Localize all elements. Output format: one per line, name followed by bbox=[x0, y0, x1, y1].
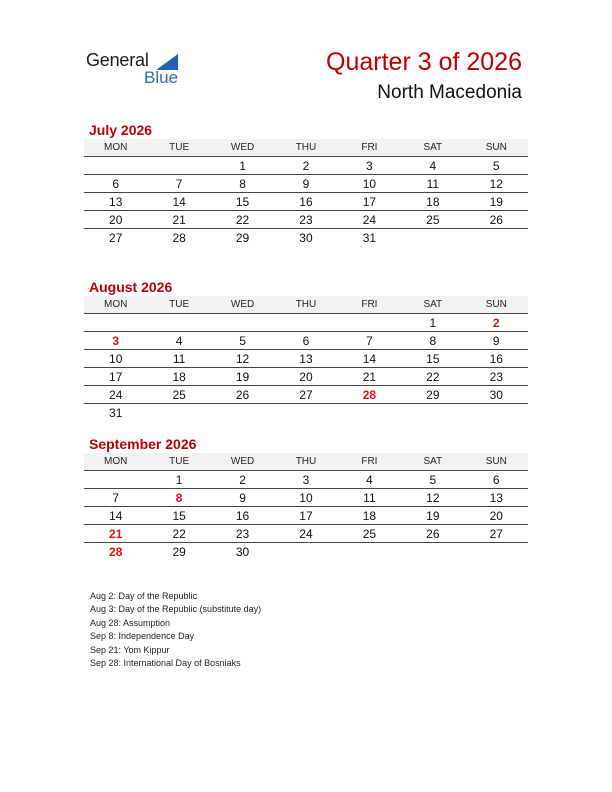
day-cell: 27 bbox=[465, 525, 528, 543]
weekday-header-row bbox=[84, 139, 528, 157]
empty-day-cell bbox=[147, 157, 210, 175]
week-row bbox=[84, 332, 528, 350]
day-cell: 21 bbox=[338, 368, 401, 386]
weekday-header: THU bbox=[274, 139, 337, 157]
day-cell: 6 bbox=[465, 471, 528, 489]
day-cell: 10 bbox=[84, 350, 147, 368]
day-cell: 22 bbox=[401, 368, 464, 386]
empty-day-cell bbox=[211, 314, 274, 332]
day-cell: 30 bbox=[465, 386, 528, 404]
day-cell: 4 bbox=[401, 157, 464, 175]
day-cell: 1 bbox=[211, 157, 274, 175]
day-cell: 3 bbox=[338, 157, 401, 175]
day-cell: 7 bbox=[338, 332, 401, 350]
day-cell: 5 bbox=[465, 157, 528, 175]
day-cell: 14 bbox=[147, 193, 210, 211]
day-cell: 19 bbox=[401, 507, 464, 525]
day-cell: 19 bbox=[465, 193, 528, 211]
day-cell: 12 bbox=[401, 489, 464, 507]
holiday-note: Aug 3: Day of the Republic (substitute day) bbox=[90, 604, 262, 615]
month-calendar bbox=[84, 279, 528, 421]
day-cell: 28 bbox=[338, 386, 401, 404]
day-cell: 29 bbox=[235, 230, 250, 245]
day-cell: 19 bbox=[211, 368, 274, 386]
day-cell: 14 bbox=[84, 507, 147, 525]
weekday-header: WED bbox=[211, 453, 274, 471]
week-row bbox=[84, 543, 528, 561]
weekday-header: SUN bbox=[465, 139, 528, 157]
day-cell: 18 bbox=[401, 193, 464, 211]
country-name: North Macedonia bbox=[377, 82, 522, 103]
month-table bbox=[84, 453, 528, 560]
day-cell: 26 bbox=[465, 211, 528, 229]
week-row bbox=[84, 507, 528, 525]
day-cell: 30 bbox=[235, 544, 250, 559]
day-cell: 25 bbox=[338, 525, 401, 543]
week-row bbox=[84, 157, 528, 175]
day-cell: 11 bbox=[147, 350, 210, 368]
month-table bbox=[84, 296, 528, 421]
day-cell: 25 bbox=[401, 211, 464, 229]
day-cell: 12 bbox=[465, 175, 528, 193]
day-cell: 7 bbox=[84, 489, 147, 507]
day-cell: 9 bbox=[211, 489, 274, 507]
weekday-header: SUN bbox=[465, 453, 528, 471]
weekday-header: TUE bbox=[147, 139, 210, 157]
empty-day-cell bbox=[147, 314, 210, 332]
weekday-header: TUE bbox=[147, 453, 210, 471]
holiday-note: Aug 2: Day of the Republic bbox=[90, 591, 198, 601]
day-cell: 16 bbox=[211, 507, 274, 525]
month-name: August 2026 bbox=[89, 279, 173, 295]
day-cell: 7 bbox=[147, 175, 210, 193]
week-row bbox=[84, 314, 528, 332]
empty-day-cell bbox=[84, 471, 147, 489]
day-cell: 26 bbox=[401, 525, 464, 543]
day-cell: 11 bbox=[338, 489, 401, 507]
day-cell: 5 bbox=[401, 471, 464, 489]
day-cell: 6 bbox=[274, 332, 337, 350]
logo-text-blue: Blue bbox=[144, 68, 179, 87]
weekday-header: SAT bbox=[401, 453, 464, 471]
day-cell: 24 bbox=[274, 525, 337, 543]
week-row bbox=[84, 368, 528, 386]
day-cell: 6 bbox=[84, 175, 147, 193]
weekday-header: FRI bbox=[338, 296, 401, 314]
empty-day-cell bbox=[401, 404, 464, 422]
day-cell: 11 bbox=[401, 175, 464, 193]
day-cell: 10 bbox=[274, 489, 337, 507]
empty-day-cell bbox=[465, 404, 528, 422]
day-cell: 14 bbox=[338, 350, 401, 368]
day-cell: 30 bbox=[299, 230, 313, 245]
day-cell: 5 bbox=[211, 332, 274, 350]
empty-day-cell bbox=[84, 157, 147, 175]
day-cell: 20 bbox=[274, 368, 337, 386]
day-cell: 25 bbox=[147, 386, 210, 404]
day-cell: 29 bbox=[401, 386, 464, 404]
day-cell: 28 bbox=[172, 230, 186, 245]
weekday-header: SAT bbox=[401, 139, 464, 157]
week-row bbox=[84, 211, 528, 229]
day-cell: 17 bbox=[84, 368, 147, 386]
weekday-header: WED bbox=[211, 296, 274, 314]
day-cell: 8 bbox=[401, 332, 464, 350]
week-row bbox=[84, 229, 528, 247]
day-cell: 22 bbox=[147, 525, 210, 543]
day-cell: 27 bbox=[274, 386, 337, 404]
day-cell: 13 bbox=[465, 489, 528, 507]
weekday-header-row bbox=[84, 296, 528, 314]
day-cell: 3 bbox=[84, 332, 147, 350]
day-cell: 2 bbox=[274, 157, 337, 175]
day-cell: 15 bbox=[401, 350, 464, 368]
empty-day-cell bbox=[274, 543, 337, 561]
empty-day-cell bbox=[465, 229, 528, 247]
holiday-notes bbox=[90, 590, 261, 670]
day-cell: 24 bbox=[338, 211, 401, 229]
day-cell: 2 bbox=[211, 471, 274, 489]
day-cell: 20 bbox=[465, 507, 528, 525]
day-cell: 17 bbox=[338, 193, 401, 211]
day-cell: 29 bbox=[172, 544, 186, 559]
month-name: July 2026 bbox=[89, 122, 153, 138]
holiday-note: Sep 21: Yom Kippur bbox=[90, 644, 170, 655]
logo bbox=[86, 50, 196, 90]
weekday-header: SUN bbox=[465, 296, 528, 314]
week-row bbox=[84, 525, 528, 543]
empty-day-cell bbox=[211, 404, 274, 422]
week-row bbox=[84, 404, 528, 422]
weekday-header: SAT bbox=[401, 296, 464, 314]
weekday-header: FRI bbox=[338, 453, 401, 471]
week-row bbox=[84, 489, 528, 507]
month-calendar bbox=[84, 122, 528, 246]
day-cell: 24 bbox=[84, 386, 147, 404]
week-row bbox=[84, 471, 528, 489]
holiday-note: Sep 8: Independence Day bbox=[90, 631, 195, 642]
page-title: Quarter 3 of 2026 bbox=[326, 48, 522, 76]
weekday-header: WED bbox=[211, 139, 274, 157]
day-cell: 27 bbox=[109, 230, 123, 245]
day-cell: 4 bbox=[338, 471, 401, 489]
empty-day-cell bbox=[147, 404, 210, 422]
day-cell: 18 bbox=[147, 368, 210, 386]
empty-day-cell bbox=[274, 314, 337, 332]
empty-day-cell bbox=[338, 314, 401, 332]
day-cell: 23 bbox=[211, 525, 274, 543]
day-cell: 15 bbox=[147, 507, 210, 525]
empty-day-cell bbox=[401, 543, 464, 561]
day-cell: 18 bbox=[338, 507, 401, 525]
day-cell: 9 bbox=[274, 175, 337, 193]
weekday-header: MON bbox=[84, 296, 147, 314]
day-cell: 20 bbox=[84, 211, 147, 229]
day-cell: 23 bbox=[274, 211, 337, 229]
day-cell: 8 bbox=[211, 175, 274, 193]
empty-day-cell bbox=[84, 314, 147, 332]
day-cell: 8 bbox=[147, 489, 210, 507]
day-cell: 4 bbox=[147, 332, 210, 350]
weekday-header: THU bbox=[274, 296, 337, 314]
day-cell: 2 bbox=[465, 314, 528, 332]
empty-day-cell bbox=[465, 543, 528, 561]
week-row bbox=[84, 175, 528, 193]
day-cell: 22 bbox=[211, 211, 274, 229]
day-cell: 12 bbox=[211, 350, 274, 368]
day-cell: 1 bbox=[147, 471, 210, 489]
day-cell: 21 bbox=[147, 211, 210, 229]
weekday-header: TUE bbox=[147, 296, 210, 314]
weekday-header: FRI bbox=[338, 139, 401, 157]
day-cell: 9 bbox=[465, 332, 528, 350]
logo-text-general: General bbox=[86, 50, 149, 70]
month-name: September 2026 bbox=[89, 436, 197, 452]
day-cell: 16 bbox=[465, 350, 528, 368]
day-cell: 21 bbox=[84, 525, 147, 543]
empty-day-cell bbox=[274, 404, 337, 422]
day-cell: 13 bbox=[274, 350, 337, 368]
day-cell: 3 bbox=[274, 471, 337, 489]
month-calendar bbox=[84, 436, 528, 560]
month-table bbox=[84, 139, 528, 246]
week-row bbox=[84, 193, 528, 211]
day-cell: 23 bbox=[465, 368, 528, 386]
weekday-header: MON bbox=[84, 139, 147, 157]
holiday-note: Aug 28: Assumption bbox=[90, 617, 171, 628]
weekday-header: MON bbox=[84, 453, 147, 471]
day-cell: 16 bbox=[274, 193, 337, 211]
day-cell: 28 bbox=[109, 544, 123, 559]
empty-day-cell bbox=[338, 404, 401, 422]
day-cell: 31 bbox=[109, 405, 123, 420]
holiday-note: Sep 28: International Day of Bosniaks bbox=[90, 658, 241, 669]
week-row bbox=[84, 350, 528, 368]
empty-day-cell bbox=[338, 543, 401, 561]
day-cell: 10 bbox=[338, 175, 401, 193]
day-cell: 31 bbox=[362, 230, 377, 245]
empty-day-cell bbox=[401, 229, 464, 247]
day-cell: 13 bbox=[84, 193, 147, 211]
day-cell: 17 bbox=[274, 507, 337, 525]
weekday-header: THU bbox=[274, 453, 337, 471]
day-cell: 26 bbox=[211, 386, 274, 404]
day-cell: 1 bbox=[401, 314, 464, 332]
weekday-header-row bbox=[84, 453, 528, 471]
day-cell: 15 bbox=[211, 193, 274, 211]
week-row bbox=[84, 386, 528, 404]
